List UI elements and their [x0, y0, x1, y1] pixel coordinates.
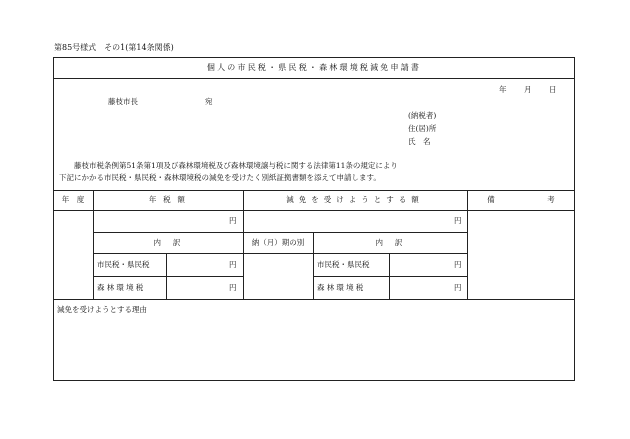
left-label-divider [166, 253, 167, 299]
title-divider [53, 78, 575, 79]
left-row-yen-2: 円 [229, 283, 237, 292]
left-row-label-2: 森林環境税 [97, 283, 146, 292]
right-row-label-1: 市民税・県民税 [317, 260, 370, 269]
reason-label: 減免を受けようとする理由 [57, 305, 147, 314]
name-label: 氏 名 [408, 137, 431, 146]
remarks-divider [467, 190, 468, 299]
date-year-label: 年 [499, 85, 507, 94]
right-row-yen-2: 円 [454, 283, 462, 292]
statement-line-1: 藤枝市税条例第51条第1項及び森林環境税及び森林環境譲与税に関する法律第11条の規定により [74, 161, 398, 170]
tax-amount-yen: 円 [229, 216, 237, 225]
table-bottom-line [53, 299, 575, 300]
addressee-mayor: 藤枝市長 [108, 97, 138, 106]
tax-amount-header: 年 税 額 [148, 195, 188, 204]
breakdown-right-header: 内 訳 [375, 238, 405, 247]
date-day-label: 日 [549, 85, 557, 94]
table-top-line [53, 190, 575, 191]
right-row-yen-1: 円 [454, 260, 462, 269]
header-bottom-line [53, 210, 575, 211]
breakdown-header-line [93, 253, 467, 254]
remarks-header: 備 考 [487, 195, 555, 204]
statement-line-2: 下記にかかる市民税・県民税・森林環境税の減免を受けたく別紙証拠書類を添えて申請します。 [59, 173, 381, 182]
left-row-label-1: 市民税・県民税 [97, 260, 150, 269]
taxpayer-label: (納税者) [408, 111, 437, 120]
breakdown-left-header: 内 訳 [153, 238, 183, 247]
amount-row-line [93, 232, 467, 233]
form-number-label: 第85号様式 その1(第14条関係) [54, 43, 174, 52]
addressee-honorific: 宛 [205, 97, 213, 106]
fiscal-year-header: 年 度 [61, 195, 85, 204]
right-row-label-2: 森林環境税 [317, 283, 366, 292]
left-row-yen-1: 円 [229, 260, 237, 269]
right-label-divider [389, 253, 390, 299]
left-row-line [93, 276, 243, 277]
exemption-amount-header: 減免を受けようとする額 [286, 195, 424, 204]
address-label: 住(居)所 [408, 124, 437, 133]
date-month-label: 月 [524, 85, 532, 94]
exemption-amount-yen: 円 [454, 216, 462, 225]
payment-period-header: 納（月）期の別 [251, 238, 305, 247]
form-title: 個人の市民税・県民税・森林環境税減免申請書 [206, 63, 422, 72]
right-row-line [313, 276, 467, 277]
